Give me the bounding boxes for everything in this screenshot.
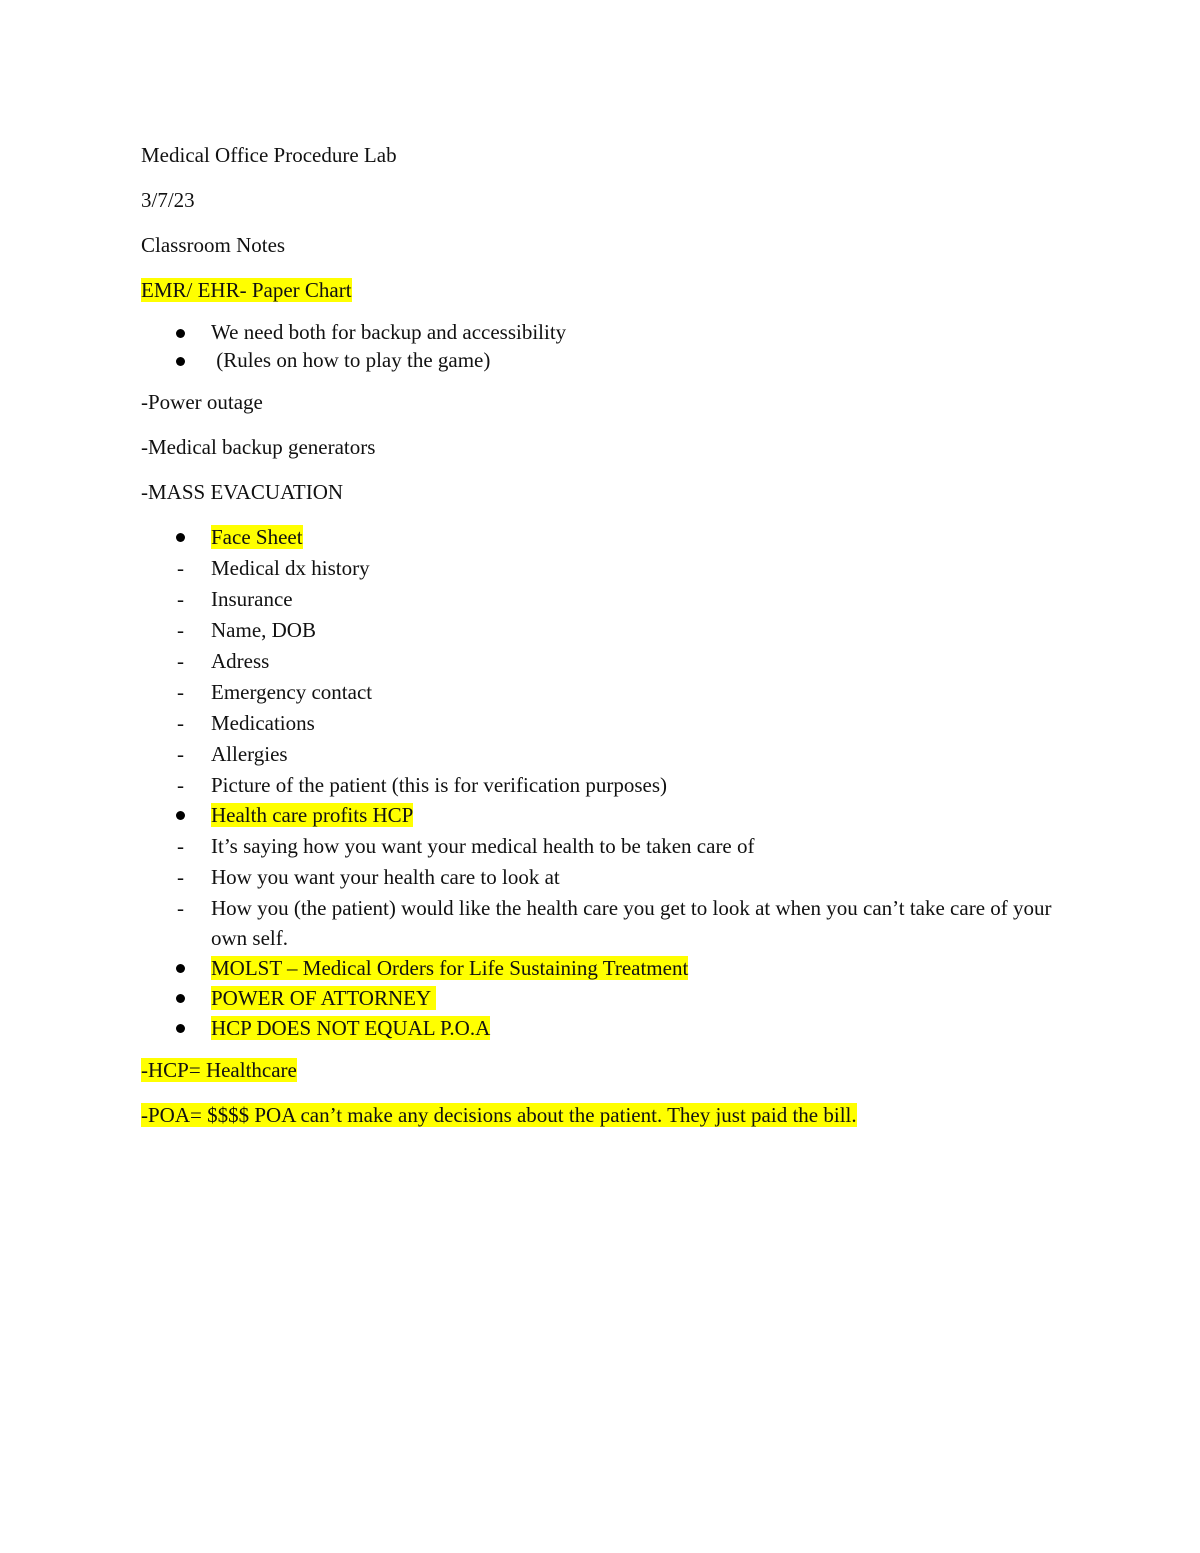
- highlighted-text: POWER OF ATTORNEY: [211, 986, 436, 1010]
- highlighted-text: Health care profits HCP: [211, 803, 414, 827]
- section-emr-heading: [141, 275, 1060, 305]
- list-item: - Allergies: [141, 739, 1060, 769]
- document-subtitle: Classroom Notes: [141, 233, 286, 257]
- emr-bullet-list: [141, 318, 1060, 374]
- list-item: We need both for backup and accessibility: [141, 318, 1060, 346]
- dash-icon: -: [177, 896, 184, 920]
- dash-icon: -: [177, 834, 184, 858]
- bullet-icon: [176, 1024, 185, 1033]
- dash-icon: -: [177, 773, 184, 797]
- hcp-list: [141, 800, 1060, 953]
- list-item-face-sheet: [141, 522, 1060, 552]
- list-item-power-of-attorney: [141, 983, 1060, 1013]
- highlighted-text: -HCP= Healthcare: [141, 1058, 297, 1082]
- list-item: - How you (the patient) would like the health care you get to look at when you can’t take care of your own self.: [141, 893, 1060, 953]
- bullet-icon: [176, 329, 185, 338]
- list-item: - It’s saying how you want your medical health to be taken care of: [141, 831, 1060, 861]
- face-sheet-list: [141, 522, 1060, 800]
- dash-icon: -: [177, 618, 184, 642]
- hcp-definition: [141, 1055, 1060, 1085]
- power-outage-line: -Power outage: [141, 390, 263, 414]
- bullet-icon: [176, 964, 185, 973]
- list-item-hcp: [141, 800, 1060, 830]
- highlighted-text: MOLST – Medical Orders for Life Sustaining Treatment: [211, 956, 689, 980]
- bullet-icon: [176, 994, 185, 1003]
- dash-icon: -: [177, 556, 184, 580]
- dash-icon: -: [177, 649, 184, 673]
- bullet-icon: [176, 357, 185, 366]
- list-item: (Rules on how to play the game): [141, 346, 1060, 374]
- dash-icon: -: [177, 680, 184, 704]
- list-item: - Medications: [141, 708, 1060, 738]
- list-item: - Emergency contact: [141, 677, 1060, 707]
- list-item: - Insurance: [141, 584, 1060, 614]
- list-item: - Name, DOB: [141, 615, 1060, 645]
- mass-evacuation-line: -MASS EVACUATION: [141, 480, 344, 504]
- backup-generators-line: -Medical backup generators: [141, 435, 376, 459]
- list-item: - Medical dx history: [141, 553, 1060, 583]
- highlighted-text: HCP DOES NOT EQUAL P.O.A: [211, 1016, 491, 1040]
- dash-icon: -: [177, 711, 184, 735]
- list-item-hcp-not-poa: [141, 1013, 1060, 1043]
- highlighted-text: Face Sheet: [211, 525, 303, 549]
- poa-definition: [141, 1100, 1060, 1130]
- list-item: - Picture of the patient (this is for verification purposes): [141, 770, 1060, 800]
- highlighted-text: EMR/ EHR- Paper Chart: [141, 278, 352, 302]
- list-item-molst: [141, 953, 1060, 983]
- highlighted-text: -POA= $$$$ POA can’t make any decisions about the patient. They just paid the bill.: [141, 1103, 857, 1127]
- document-date: 3/7/23: [141, 188, 195, 212]
- document-title: Medical Office Procedure Lab: [141, 143, 397, 167]
- dash-icon: -: [177, 742, 184, 766]
- dash-icon: -: [177, 587, 184, 611]
- list-item: - Adress: [141, 646, 1060, 676]
- bullet-icon: [176, 811, 185, 820]
- bullet-icon: [176, 533, 185, 542]
- list-item: - How you want your health care to look at: [141, 862, 1060, 892]
- dash-icon: -: [177, 865, 184, 889]
- highlighted-bullet-list: [141, 953, 1060, 1043]
